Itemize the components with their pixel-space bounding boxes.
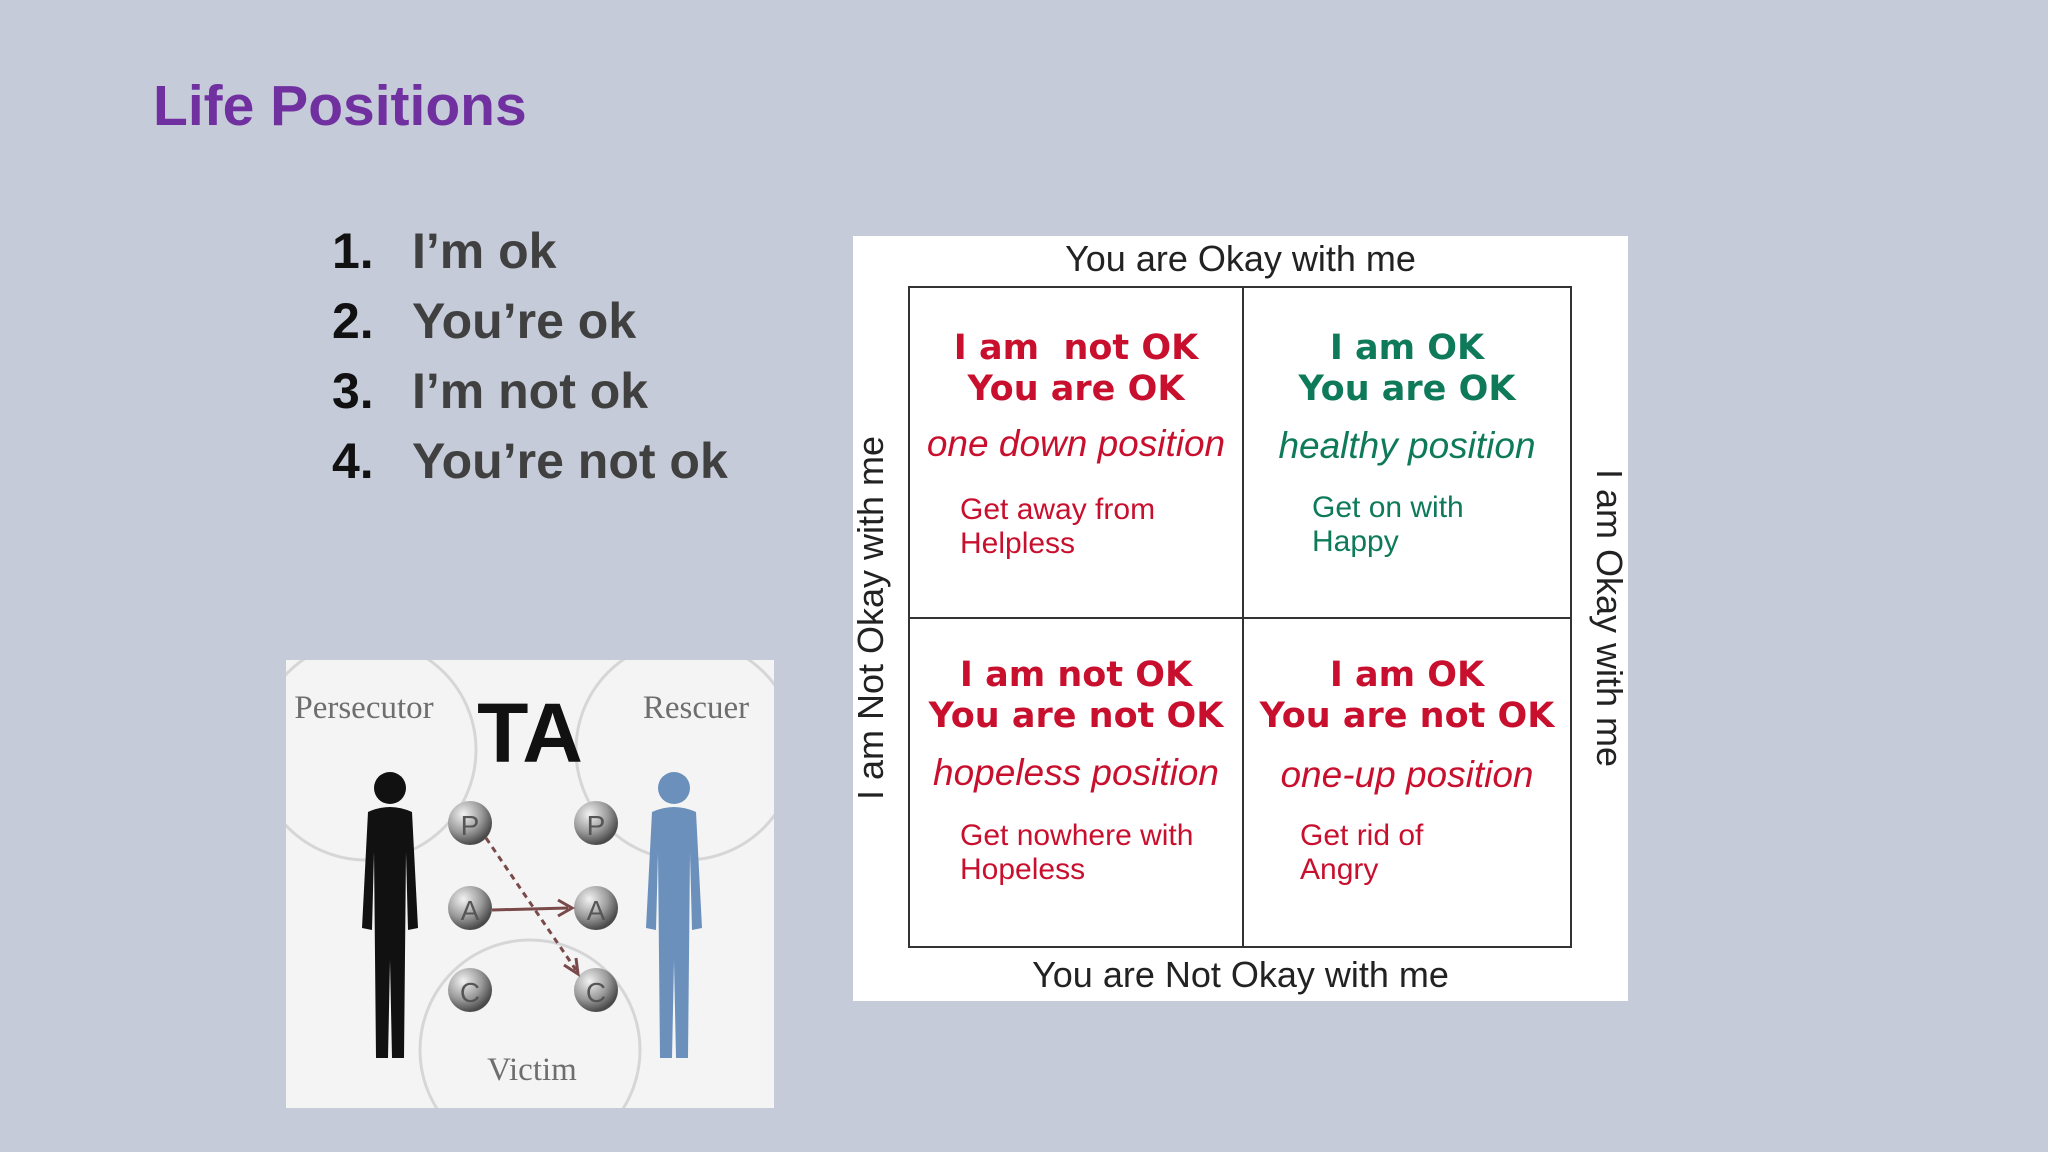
svg-text:A: A (586, 895, 606, 926)
quadrant-one-up (1244, 619, 1570, 946)
list-item: 3. I’m not ok (332, 363, 649, 419)
axis-bottom-label: You are Not Okay with me (1032, 954, 1449, 995)
quadrant-position: one-up position (1280, 754, 1534, 795)
svg-text:A: A (460, 895, 480, 926)
drama-triangle-image (286, 660, 774, 1108)
persecutor-label: Persecutor (294, 690, 434, 726)
victim-label: Victim (487, 1052, 577, 1088)
quadrant-healthy (1244, 288, 1570, 619)
ego-states-right (574, 801, 618, 1012)
svg-text:C: C (585, 977, 607, 1008)
rescuer-label: Rescuer (642, 690, 750, 726)
quadrant-description: Get nowhere with Hopeless (960, 819, 1194, 886)
ego-states-left (448, 801, 492, 1012)
svg-text:C: C (459, 977, 481, 1008)
svg-text:P: P (460, 810, 480, 841)
quadrant-grid (908, 286, 1572, 948)
axis-top-label: You are Okay with me (1065, 238, 1416, 279)
quadrant-headline: I am not OK You are not OK (928, 655, 1224, 736)
quadrant-one-down (910, 288, 1244, 619)
svg-text:P: P (586, 810, 606, 841)
quadrant-description: Get on with Happy (1312, 491, 1464, 558)
quadrant-position: one down position (926, 423, 1226, 464)
slide-title: Life Positions (153, 74, 527, 138)
quadrant-position: hopeless position (933, 752, 1219, 793)
quadrant-headline: I am OK You are OK (1298, 328, 1516, 409)
quadrant-description: Get rid of Angry (1300, 819, 1424, 886)
ta-title: TA (477, 686, 583, 780)
list-item: 1. I’m ok (332, 223, 557, 279)
quadrant-hopeless (910, 619, 1244, 946)
axis-left-label: I am Not Okay with me (850, 435, 891, 801)
quadrant-headline: I am OK You are not OK (1259, 655, 1555, 736)
list-item: 2. You’re ok (332, 293, 637, 349)
list-item: 4. You’re not ok (332, 433, 728, 489)
life-positions-list (332, 216, 728, 496)
life-positions-quadrant (850, 236, 1630, 1001)
quadrant-position: healthy position (1278, 425, 1536, 466)
axis-right-label: I am Okay with me (1589, 468, 1630, 768)
quadrant-description: Get away from Helpless (960, 493, 1156, 560)
quadrant-headline: I am not OK You are OK (953, 328, 1199, 409)
